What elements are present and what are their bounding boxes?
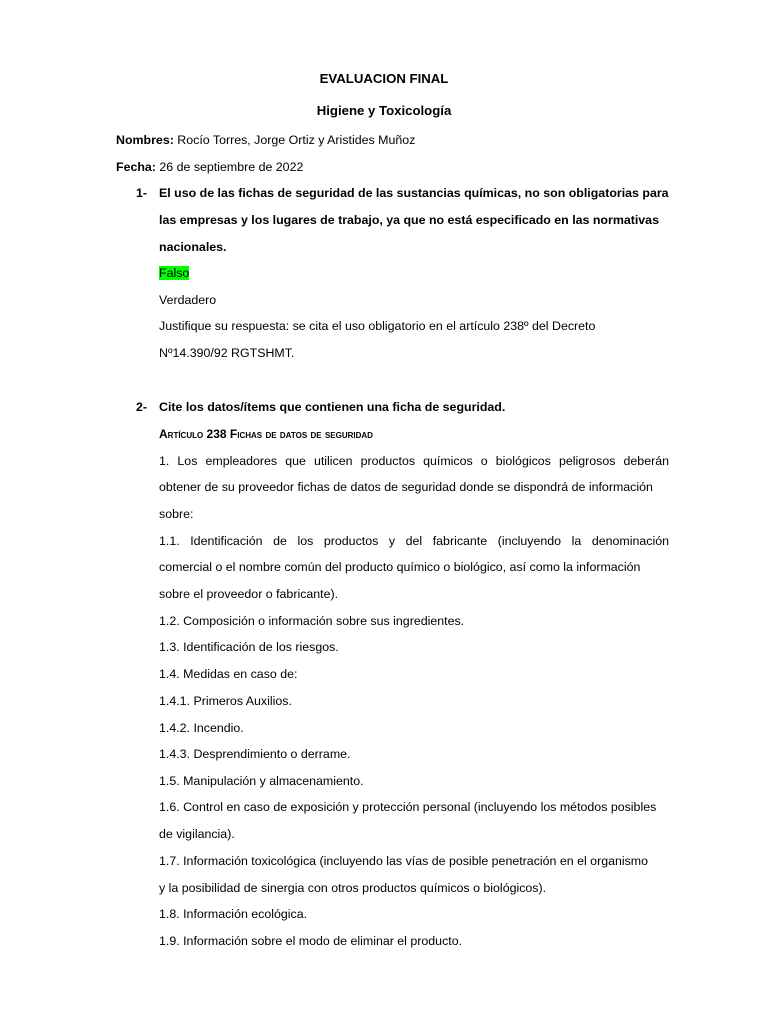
page-title: EVALUACION FINAL	[319, 71, 449, 86]
article-item-line: 1.7. Información toxicológica (incluyendo las vías de posible penetración en el organismo	[159, 854, 649, 868]
q2-question: Cite los datos/ítems que contienen una ficha de seguridad.	[159, 400, 506, 414]
article-item-line: 1.1. Identificación de los productos y del fabricante (incluyendo la denominación	[159, 534, 669, 548]
date-value: 26 de septiembre de 2022	[155, 160, 304, 174]
article-item-line: 1.8. Información ecológica.	[159, 907, 308, 921]
article-item-line: 1.9. Información sobre el modo de eliminar el producto.	[159, 934, 463, 948]
article-item-line: 1.2. Composición o información sobre sus ingredientes.	[159, 614, 465, 628]
article-item-line: 1.3. Identificación de los riesgos.	[159, 640, 339, 654]
q1-option-false	[159, 265, 189, 281]
article-item-line: comercial o el nombre común del producto químico o biológico, así como la información	[159, 560, 641, 574]
article-item-line: 1.4. Medidas en caso de:	[159, 667, 298, 681]
article-item-line: 1.4.3. Desprendimiento o derrame.	[159, 747, 351, 761]
names-value: Rocío Torres, Jorge Ortiz y Aristides Muñoz	[173, 133, 416, 147]
q1-option-true: Verdadero	[159, 293, 217, 307]
article-item-line: 1.4.2. Incendio.	[159, 721, 244, 735]
date-label: Fecha:	[116, 160, 156, 174]
article-item-line: sobre el proveedor o fabricante).	[159, 587, 339, 601]
q1-justification-line: Nº14.390/92 RGTSHMT.	[159, 346, 295, 360]
names-label: Nombres:	[116, 133, 174, 147]
article-item-line: de vigilancia).	[159, 827, 235, 841]
q1-option-false-highlight: Falso	[159, 266, 190, 280]
q1-number: 1-	[136, 186, 148, 200]
q2-number: 2-	[136, 400, 148, 414]
article-heading: Artículo 238 Fichas de datos de seguridad	[159, 427, 373, 441]
article-item-line: obtener de su proveedor fichas de datos de seguridad donde se dispondrá de información	[159, 480, 653, 494]
article-item-line: 1.5. Manipulación y almacenamiento.	[159, 774, 364, 788]
names-row	[116, 132, 415, 148]
q1-text-line: nacionales.	[159, 240, 227, 254]
date-row	[116, 159, 303, 175]
q1-text-line: las empresas y los lugares de trabajo, ya que no está especificado en las normativas	[159, 213, 659, 227]
article-item-line: 1.6. Control en caso de exposición y protección personal (incluyendo los métodos posibles	[159, 800, 657, 814]
page-subtitle: Higiene y Toxicología	[316, 103, 452, 118]
article-item-line: sobre:	[159, 507, 194, 521]
article-item-line: 1. Los empleadores que utilicen productos químicos o biológicos peligrosos deberán	[159, 454, 669, 468]
q1-justification-line: Justifique su respuesta: se cita el uso obligatorio en el artículo 238º del Decreto	[159, 319, 596, 333]
article-item-line: 1.4.1. Primeros Auxilios.	[159, 694, 292, 708]
q1-text-line: El uso de las fichas de seguridad de las sustancias químicas, no son obligatorias para	[159, 186, 669, 200]
article-item-line: y la posibilidad de sinergia con otros productos químicos o biológicos).	[159, 881, 547, 895]
